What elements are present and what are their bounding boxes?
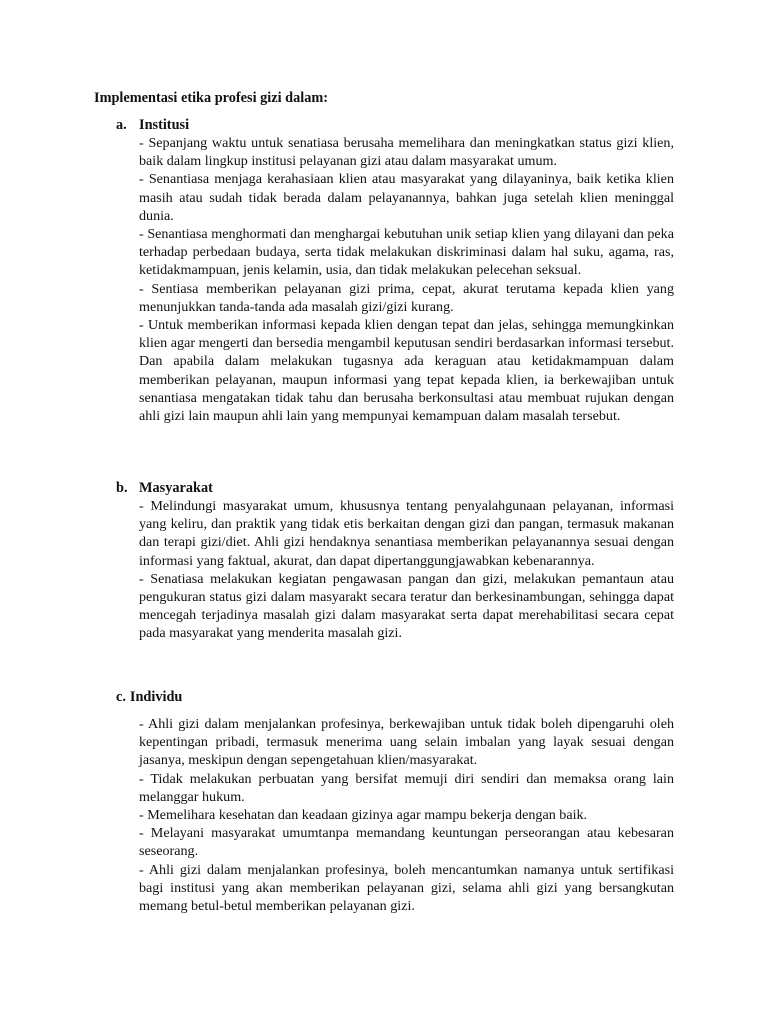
section-body-individu bbox=[139, 715, 674, 915]
section-heading-masyarakat bbox=[116, 479, 213, 497]
paragraph: - Memelihara kesehatan dan keadaan gizinya agar mampu bekerja dengan baik. bbox=[139, 807, 588, 824]
section-title: Masyarakat bbox=[139, 480, 213, 496]
section-heading-individu bbox=[116, 688, 182, 706]
paragraph: - Tidak melakukan perbuatan yang bersifat memuji diri sendiri dan memaksa orang lain melanggar hukum. bbox=[139, 770, 674, 805]
paragraph: - Melayani masyarakat umumtanpa memandang keuntungan perseorangan atau kebesaran seseorang. bbox=[139, 825, 674, 860]
paragraph: - Melindungi masyarakat umum, khususnya tentang penyalahgunaan pelayanan, informasi yang keliru, dan praktik yang tidak etis berkaitan dengan gizi dan pangan, termasuk makanan dan terapi gizi/diet. Ahli gizi hendaknya senantiasa memberikan pelayanannya sesuai dengan informasi yang faktual, akurat, dan dapat dipertanggungjawabkan kebenarannya. bbox=[139, 498, 674, 569]
paragraph: - Ahli gizi dalam menjalankan profesinya, boleh mencantumkan namanya untuk sertifikasi bagi institusi yang akan memberikan pelayanan gizi, selama ahli gizi yang bersangkutan memang betul-betul memberikan pelayanan gizi. bbox=[139, 861, 674, 915]
section-title: Institusi bbox=[139, 117, 190, 133]
section-letter: c. bbox=[116, 689, 126, 705]
section-heading-institusi bbox=[116, 116, 189, 134]
document-title: Implementasi etika profesi gizi dalam: bbox=[94, 90, 329, 106]
section-body-institusi bbox=[139, 134, 674, 425]
paragraph: - Sentiasa memberikan pelayanan gizi prima, cepat, akurat terutama kepada klien yang menunjukkan tanda-tanda ada masalah gizi/gizi kurang. bbox=[139, 280, 674, 315]
paragraph: - Untuk memberikan informasi kepada klien dengan tepat dan jelas, sehingga memungkinkan klien agar mengerti dan bersedia mengambil keputusan sendiri berdasarkan informasi tersebut. Dan apabila dalam melakukan tugasnya ada keraguan atau ketidakmampuan dalam memberikan pelayanan, maupun informasi yang tepat kepada klien, ia berkewajiban untuk senantiasa mengatakan tidak tahu dan berusaha berkonsultasi atau membuat rujukan dengan ahli gizi lain maupun ahli lain yang mempunyai kemampuan dalam masalah tersebut. bbox=[139, 317, 674, 425]
section-letter: b. bbox=[116, 480, 128, 496]
section-letter: a. bbox=[116, 117, 127, 133]
paragraph: - Senatiasa melakukan kegiatan pengawasan pangan dan gizi, melakukan pemantaun atau pengukuran status gizi dalam masyarakt secara teratur dan berkesinambungan, sehingga dapat mencegah terjadinya masalah gizi dalam masyarakat serta dapat merehabilitasi secara cepat pada masyarakat yang menderita masalah gizi. bbox=[139, 570, 674, 642]
section-title: Individu bbox=[129, 689, 183, 705]
section-body-masyarakat bbox=[139, 497, 674, 643]
paragraph: - Senantiasa menjaga kerahasiaan klien atau masyarakat yang dilayaninya, baik ketika klien masih atau sudah tidak berada dalam pelayanannya, bahkan juga setelah klien meninggal dunia. bbox=[139, 171, 674, 224]
paragraph: - Ahli gizi dalam menjalankan profesinya, berkewajiban untuk tidak boleh dipengaruhi oleh kepentingan pribadi, termasuk menerima uang selain imbalan yang layak sesuai dengan jasanya, meskipun dengan sepengetahuan klien/masyarakat. bbox=[139, 716, 674, 769]
paragraph: - Sepanjang waktu untuk senatiasa berusaha memelihara dan meningkatkan status gizi klien, baik dalam lingkup institusi pelayanan gizi atau dalam masyarakat umum. bbox=[139, 135, 674, 170]
paragraph: - Senantiasa menghormati dan menghargai kebutuhan unik setiap klien yang dilayani dan peka terhadap perbedaan budaya, serta tidak melakukan diskriminasi dalam hal suku, agama, ras, ketidakmampuan, jenis kelamin, usia, dan tidak melakukan pelecehan seksual. bbox=[139, 226, 674, 279]
